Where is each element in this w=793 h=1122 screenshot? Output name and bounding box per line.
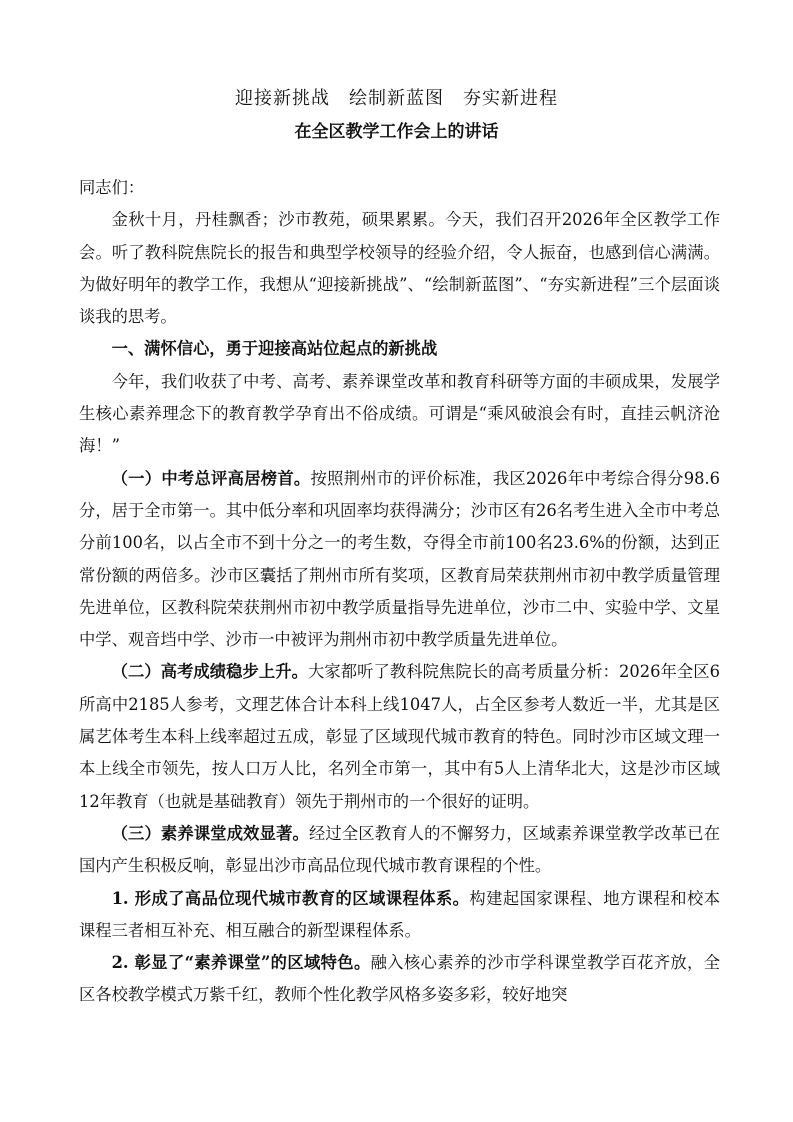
page-title: 迎接新挑战 绘制新蓝图 夯实新进程 xyxy=(235,88,558,109)
paragraph-gaokao xyxy=(79,656,720,817)
paragraph-intro: 金秋十月，丹桂飘香；沙市教苑，硕果累累。今天，我们召开2026年全区教学工作会。听了教科院焦院长的报告和典型学校领导的经验介绍，令人振奋，也感到信心满满。为做好明年的教学工作，我想从“迎接新挑战”、“绘制新蓝图”、“夯实新进程”三个层面谈谈我的思考。 xyxy=(79,210,720,327)
paragraph-classroom xyxy=(79,818,720,883)
document-body xyxy=(79,172,720,1012)
item-2-text: 融入核心素养的沙市学科课堂教学百花齐放，全区各校教学模式万紫千红，教师个性化教学风格多姿多彩，较好地突 xyxy=(79,953,720,1005)
item-1-text: 构建起国家课程、地方课程和校本课程三者相互补充、相互融合的新型课程体系。 xyxy=(79,888,720,940)
text-classroom: 经过全区教育人的不懈努力，区域素养课堂教学改革已在国内产生积极反响，彰显出沙市高品位现代城市教育课程的个性。 xyxy=(79,823,720,876)
paragraph-zhongkao xyxy=(79,463,720,657)
subheading-gaokao: （二）高考成绩稳步上升。 xyxy=(111,662,309,682)
text-gaokao: 大家都听了教科院焦院长的高考质量分析：2026年全区6所高中2185人参考，文理艺体合计本科上线1047人，占全区参考人数近一半，尤其是区属艺体考生本科上线率超过五成，彰显了区域现代城市教育的特色。同时沙市区域文理一本上线全市领先，按人口万人比，名列全市第一，其中有5人上清华北大，这是沙市区域12年教育（也就是基础教育）领先于荆州市的一个很好的证明。 xyxy=(79,662,720,811)
item-2-heading: 2. 彰显了“素养课堂”的区域特色。 xyxy=(111,953,371,973)
subheading-classroom: （三）素养课堂成效显著。 xyxy=(111,823,309,843)
item-1-heading: 1. 形成了高品位现代城市教育的区域课程体系。 xyxy=(111,888,470,908)
text-zhongkao: 按照荆州市的评价标准，我区2026年中考综合得分98.6分，居于全市第一。其中低分率和巩固率均获得满分；沙市区有26名考生进入全市中考总分前100名，以占全市不到十分之一的考生数，夺得全市前100名23.6%的份额，达到正常份额的两倍多。沙市区囊括了荆州市所有奖项，区教育局荣获荆州市初中教学质量管理先进单位，区教科院荣获荆州市初中教学质量指导先进单位，沙市二中、实验中学、文星中学、观音垱中学、沙市一中被评为荆州市初中教学质量先进单位。 xyxy=(79,468,720,650)
paragraph-item-2 xyxy=(79,947,720,1012)
paragraph-achievements: 今年，我们收获了中考、高考、素养课堂改革和教育科研等方面的丰硕成果，发展学生核心素养理念下的教育教学孕育出不俗成绩。可谓是“乘风破浪会有时，直挂云帆济沧海！” xyxy=(79,371,720,456)
paragraph-item-1 xyxy=(79,883,720,948)
page-subtitle: 在全区教学工作会上的讲话 xyxy=(294,122,499,142)
section-heading-1: 一、满怀信心，勇于迎接高站位起点的新挑战 xyxy=(111,339,438,359)
salutation: 同志们： xyxy=(79,178,145,197)
subheading-zhongkao: （一）中考总评高居榜首。 xyxy=(111,468,311,488)
